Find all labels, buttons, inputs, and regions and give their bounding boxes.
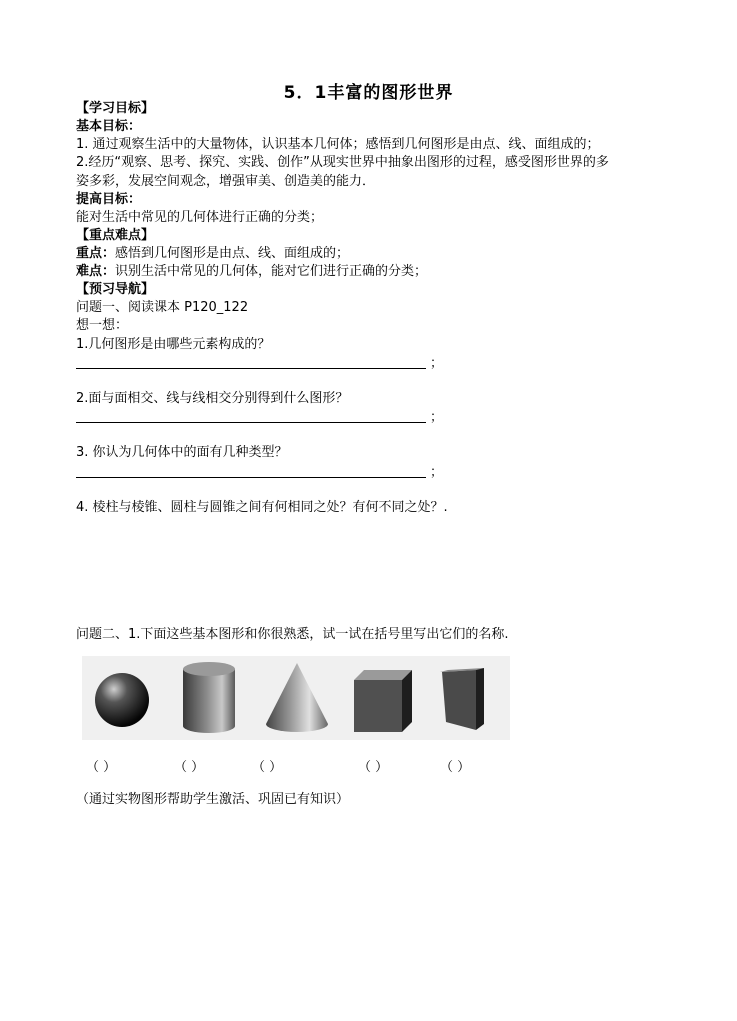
semicolon-3: ；: [430, 465, 444, 480]
question-1: 1.几何图形是由哪些元素构成的？: [76, 337, 271, 352]
key-point-label: 重点：: [76, 246, 116, 261]
answer-line-3[interactable]: [76, 477, 426, 478]
key-point-text: 感悟到几何图形是由点、线、面组成的；: [115, 246, 350, 261]
goal-1: 1. 通过观察生活中的大量物体，认识基本几何体；感悟到几何图形是由点、线、面组成的；: [76, 137, 600, 152]
question-4: 4. 棱柱与棱锥、圆柱与圆锥之间有何相同之处？有何不同之处？.: [76, 500, 448, 515]
page-title: 5．1丰富的图形世界: [283, 83, 454, 103]
prism-icon: [438, 666, 488, 736]
answer-paren-5[interactable]: （ ）: [440, 760, 471, 775]
teaching-note: （通过实物图形帮助学生激活、巩固已有知识）: [76, 792, 350, 807]
sphere-icon: [92, 670, 152, 730]
problem-1: 问题一、阅读课本 P120_122: [76, 300, 249, 315]
problem-2: 问题二、1.下面这些基本图形和你很熟悉，试一试在括号里写出它们的名称.: [76, 627, 509, 642]
answer-line-1[interactable]: [76, 368, 426, 369]
advanced-goal: 能对生活中常见的几何体进行正确的分类；: [76, 210, 324, 225]
answer-paren-2[interactable]: （ ）: [174, 760, 205, 775]
cone-icon: [264, 660, 330, 736]
question-2: 2.面与面相交、线与线相交分别得到什么图形？: [76, 391, 349, 406]
answer-paren-1[interactable]: （ ）: [86, 760, 117, 775]
goals-header: 【学习目标】: [76, 101, 155, 116]
goal-2-line-2: 姿多彩，发展空间观念，增强审美、创造美的能力．: [76, 174, 376, 189]
difficult-point: [76, 264, 427, 280]
cylinder-icon: [180, 660, 238, 736]
basic-goals-label: 基本目标：: [76, 119, 142, 134]
difficult-point-label: 难点：: [76, 264, 116, 279]
semicolon-2: ；: [430, 410, 444, 425]
question-3: 3. 你认为几何体中的面有几种类型？: [76, 445, 288, 460]
key-points-header: 【重点难点】: [76, 228, 155, 243]
answer-paren-3[interactable]: （ ）: [252, 760, 283, 775]
goal-2-line-1: 2.经历“观察、思考、探究、实践、创作”从现实世界中抽象出图形的过程，感受图形世界的多: [76, 155, 609, 170]
shapes-panel: [82, 656, 510, 740]
think-label: 想一想：: [76, 318, 129, 333]
cube-icon: [352, 668, 416, 734]
key-point: [76, 246, 349, 262]
advanced-goals-label: 提高目标：: [76, 192, 142, 207]
difficult-point-text: 识别生活中常见的几何体，能对它们进行正确的分类；: [115, 264, 428, 279]
answer-paren-4[interactable]: （ ）: [358, 760, 389, 775]
semicolon-1: ；: [430, 356, 444, 371]
preview-header: 【预习导航】: [76, 282, 155, 297]
answer-line-2[interactable]: [76, 422, 426, 423]
